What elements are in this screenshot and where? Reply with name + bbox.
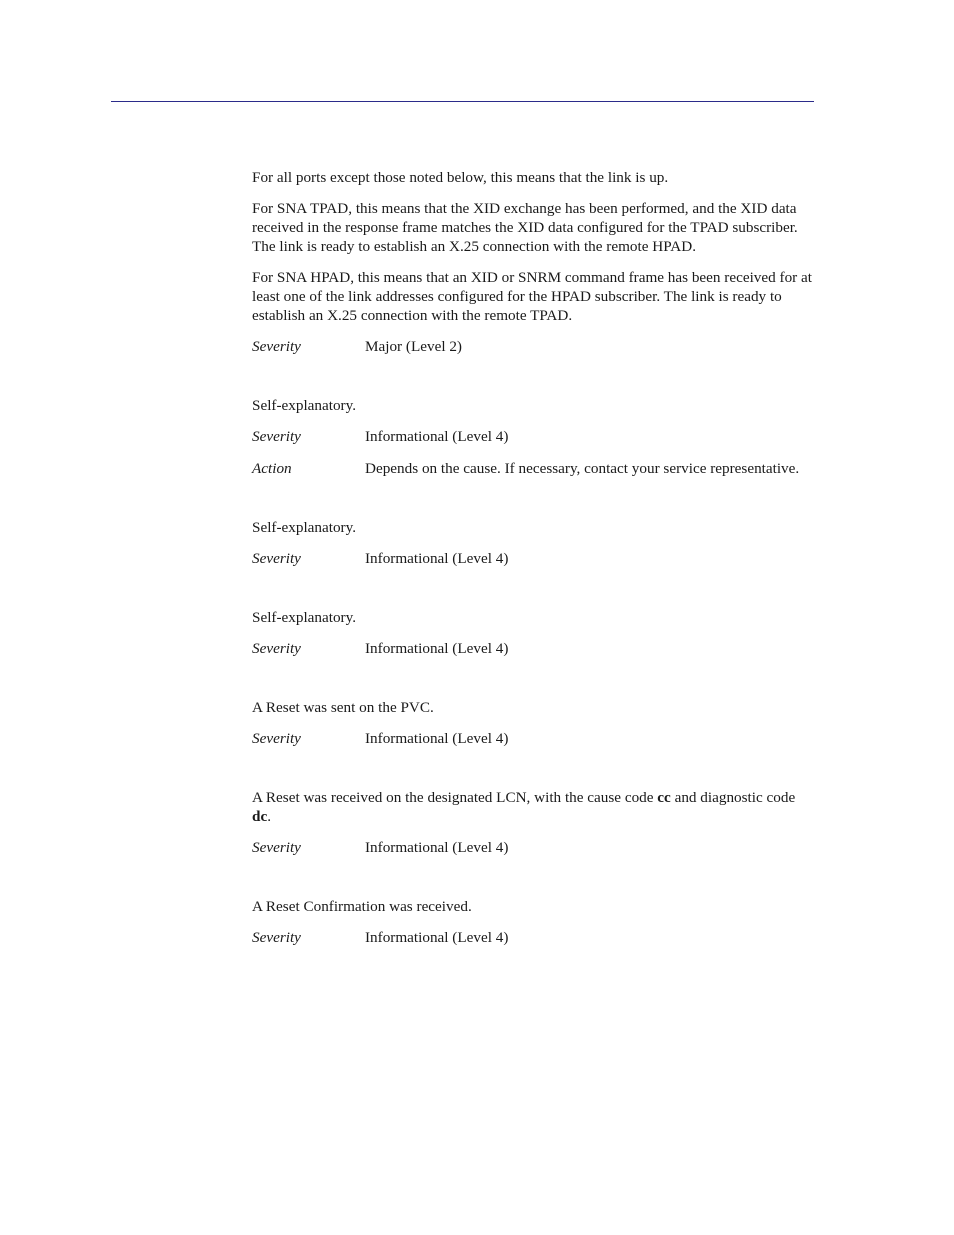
severity-value: Informational (Level 4) [365, 839, 509, 856]
severity-row [252, 337, 814, 356]
severity-label: Severity [252, 730, 301, 747]
action-label: Action [252, 460, 292, 477]
message-entry-link-up [252, 168, 814, 356]
description-paragraph: Self-explanatory. [252, 519, 357, 536]
severity-label: Severity [252, 839, 301, 856]
message-entry-reset-received [252, 788, 814, 857]
severity-row [252, 729, 814, 748]
text-fragment: . [267, 808, 271, 825]
severity-value: Major (Level 2) [365, 338, 462, 355]
message-entry [252, 518, 814, 568]
description-paragraph: For all ports except those noted below, this means that the link is up. [252, 169, 669, 186]
severity-row [252, 549, 814, 568]
severity-row [252, 928, 814, 947]
severity-value: Informational (Level 4) [365, 929, 509, 946]
message-entry-reset-sent [252, 698, 814, 748]
action-value: Depends on the cause. If necessary, contact your service representative. [365, 460, 800, 477]
text-fragment: A Reset was received on the designated LCN, with the cause code [252, 789, 658, 806]
severity-value: Informational (Level 4) [365, 730, 509, 747]
description-paragraph: For SNA HPAD, this means that an XID or SNRM command frame has been received for at least one of the link addresses configured for the HPAD subscriber. The link is ready to establish an X.25 connection with the remote TPAD. [252, 269, 813, 324]
description-paragraph: A Reset was sent on the PVC. [252, 699, 434, 716]
severity-label: Severity [252, 338, 301, 355]
action-row [252, 459, 814, 478]
severity-label: Severity [252, 929, 301, 946]
diagnostic-code-term: dc [252, 808, 268, 825]
description-paragraph: A Reset Confirmation was received. [252, 898, 472, 915]
severity-value: Informational (Level 4) [365, 428, 509, 445]
severity-label: Severity [252, 640, 301, 657]
severity-value: Informational (Level 4) [365, 550, 509, 567]
header-rule [111, 101, 814, 102]
description-paragraph: Self-explanatory. [252, 397, 357, 414]
severity-label: Severity [252, 428, 301, 445]
severity-label: Severity [252, 550, 301, 567]
text-fragment: and diagnostic code [670, 789, 796, 806]
message-entry-reset-confirmation [252, 897, 814, 947]
description-paragraph: Self-explanatory. [252, 609, 357, 626]
severity-row [252, 427, 814, 446]
cause-code-term: cc [657, 789, 671, 806]
description-paragraph [252, 788, 814, 826]
severity-row [252, 639, 814, 658]
message-entry [252, 608, 814, 658]
severity-value: Informational (Level 4) [365, 640, 509, 657]
message-entry [252, 396, 814, 478]
severity-row [252, 838, 814, 857]
document-body [252, 168, 814, 960]
description-paragraph: For SNA TPAD, this means that the XID exchange has been performed, and the XID data received in the response frame matches the XID data configured for the TPAD subscriber. The link is ready to establish an X.25 connection with the remote HPAD. [252, 200, 798, 255]
